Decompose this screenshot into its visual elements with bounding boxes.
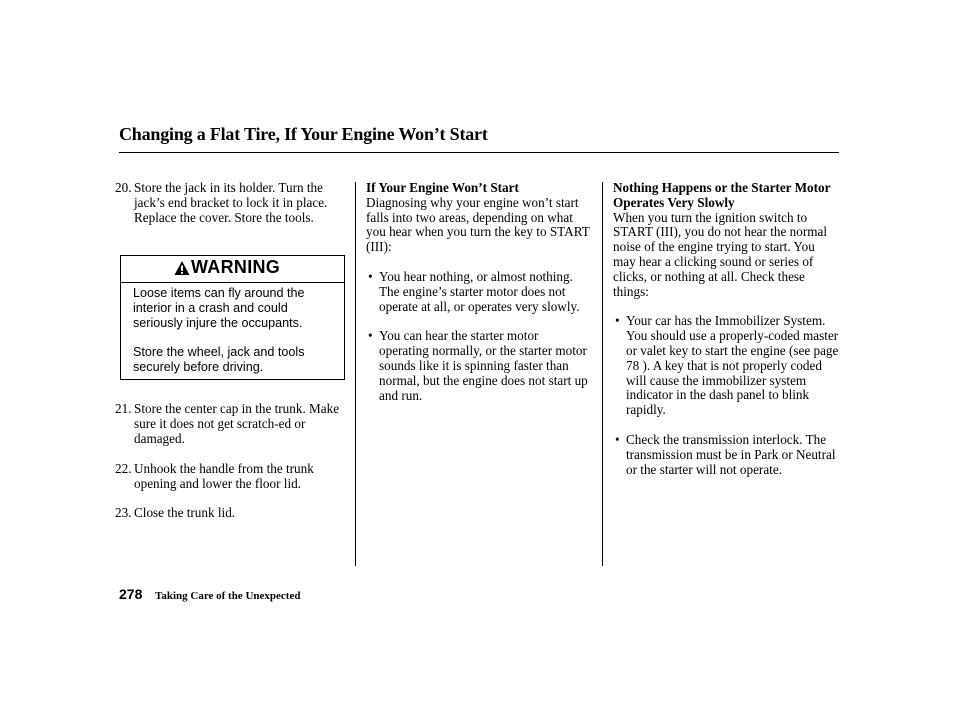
list-item xyxy=(366,270,590,314)
section-heading: Nothing Happens or the Starter Motor Operates Very Slowly xyxy=(613,180,831,210)
step-22 xyxy=(115,460,345,492)
warning-label: WARNING xyxy=(191,257,281,277)
step-number: 20. xyxy=(115,180,132,195)
middle-column xyxy=(366,181,590,403)
step-20 xyxy=(115,180,345,225)
warning-header xyxy=(121,256,344,283)
warning-triangle-icon xyxy=(174,260,190,276)
title-rule xyxy=(119,152,839,153)
list-item-text: You hear nothing, or almost nothing. The engine’s starter motor does not operate at all, or operates very slowly. xyxy=(379,268,580,314)
step-number: 23. xyxy=(115,505,132,521)
section-heading: If Your Engine Won’t Start xyxy=(366,180,519,195)
step-text: Close the trunk lid. xyxy=(134,505,236,521)
step-text: Store the center cap in the trunk. Make sure it does not get scratch-ed or damaged. xyxy=(134,401,340,446)
step-number: 22. xyxy=(115,460,132,476)
step-text: Store the jack in its holder. Turn the jack’s end bracket to lock it in place. Replace the cover. Store the tools. xyxy=(134,180,328,225)
list-item xyxy=(366,329,590,403)
warning-text xyxy=(133,286,339,375)
bullet-dot-icon: • xyxy=(368,268,373,284)
list-item-text: Check the transmission interlock. The transmission must be in Park or Neutral or the starter will not operate. xyxy=(626,431,836,477)
section-footer: Taking Care of the Unexpected xyxy=(155,590,301,602)
step-23 xyxy=(115,505,345,521)
list-item xyxy=(613,433,839,477)
right-column xyxy=(613,181,839,477)
section-intro: When you turn the ignition switch to START (III), you do not hear the normal noise of the engine trying to start. You may hear a clicking sound or series of clicks, or nothing at all. Check these things: xyxy=(613,209,827,299)
list-item-text: You can hear the starter motor operating normally, or the starter motor sounds like it is spinning faster than normal, but the engine does not start up and run. xyxy=(379,328,588,403)
step-21 xyxy=(115,401,345,446)
page-number: 278 xyxy=(119,586,143,602)
warning-paragraph-2: Store the wheel, jack and tools securely before driving. xyxy=(133,345,305,374)
step-number: 21. xyxy=(115,401,132,417)
warning-box xyxy=(120,255,345,380)
list-item xyxy=(613,314,839,418)
list-item-text: Your car has the Immobilizer System. You should use a properly-coded master or valet key to start the engine (see page 78 ). A key that is not properly coded will cause the immobilizer system indicator in the dash panel to blink rapidly. xyxy=(626,313,839,418)
bullet-dot-icon: • xyxy=(368,328,373,344)
section-intro: Diagnosing why your engine won’t start falls into two areas, depending on what you hear when you turn the key to START (III): xyxy=(366,194,590,255)
step-text: Unhook the handle from the trunk opening and lower the floor lid. xyxy=(134,460,314,491)
page-title: Changing a Flat Tire, If Your Engine Won’t Start xyxy=(119,124,488,144)
bullet-dot-icon: • xyxy=(615,431,620,447)
warning-paragraph-1: Loose items can fly around the interior in a crash and could seriously injure the occupants. xyxy=(133,286,305,330)
bullet-dot-icon: • xyxy=(615,313,620,329)
column-divider-2 xyxy=(602,182,603,566)
column-divider-1 xyxy=(355,182,356,566)
